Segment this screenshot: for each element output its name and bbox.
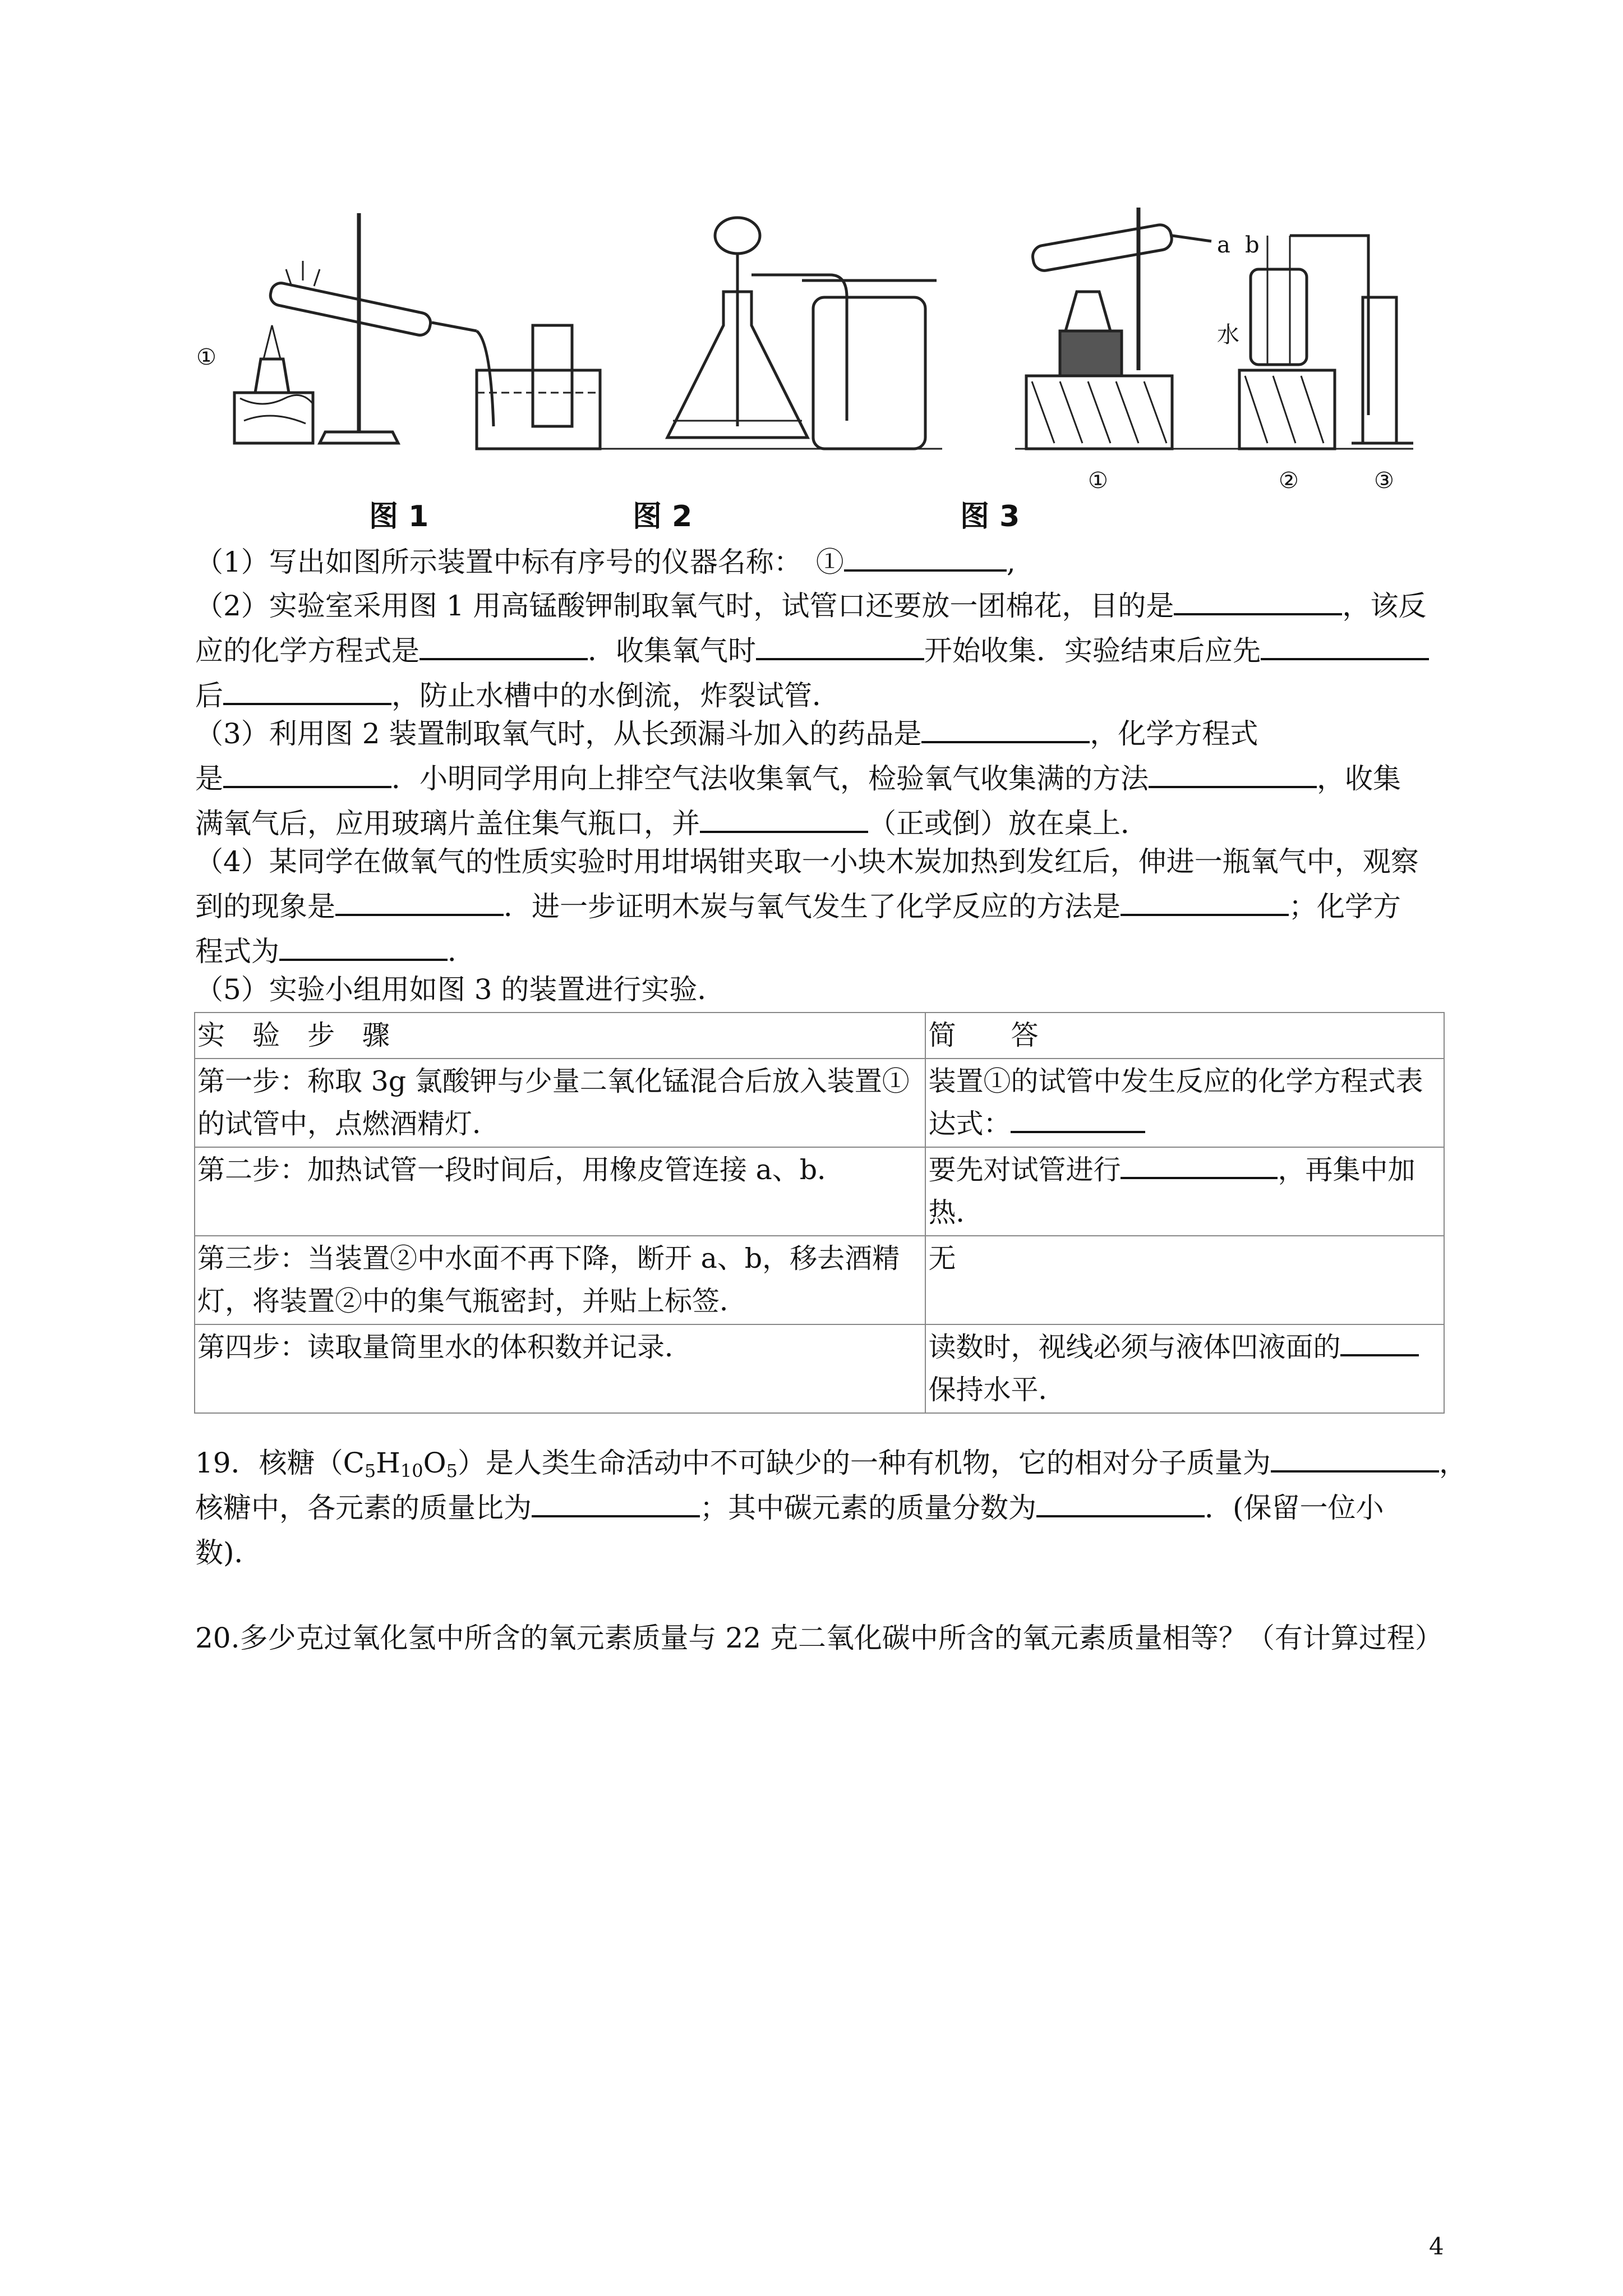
answer-blank[interactable]: [1174, 587, 1342, 615]
answer-1: 装置①的试管中发生反应的化学方程式表达式：: [925, 1059, 1444, 1147]
fig3-marker-1: ①: [1088, 468, 1108, 494]
step-2: 第二步：加热试管一段时间后，用橡皮管连接 a、b．: [195, 1147, 925, 1236]
question-2: （2）实验室采用图 1 用高锰酸钾制取氧气时，试管口还要放一团棉花，目的是 ，该反 应的化学方程式是 ．收集氧气时 开始收集．实验结束后应先 后 ，防止水槽中的水倒流，炸裂试管．: [195, 583, 1449, 718]
fig3-apparatus: [1015, 208, 1413, 449]
answer-4: 读数时，视线必须与液体凹液面的 保持水平．: [925, 1324, 1444, 1413]
fig1-caption: 图 1: [369, 500, 429, 533]
fig1-marker: ①: [196, 344, 216, 370]
question-4: （4）某同学在做氧气的性质实验时用坩埚钳夹取一小块木炭加热到发红后，伸进一瓶氧气中，观察 到的现象是 ．进一步证明木炭与氧气发生了化学反应的方法是 ；化学方 程式为 ．: [195, 845, 1419, 968]
header-steps: 实 验 步 骤: [195, 1013, 925, 1059]
answer-blank[interactable]: [756, 632, 924, 660]
fig3-label-a: a: [1217, 232, 1230, 258]
answer-blank[interactable]: [1036, 1489, 1205, 1517]
answer-blank[interactable]: [419, 632, 588, 660]
table-row: [195, 1059, 1444, 1147]
apparatus-figure: [185, 202, 1394, 550]
answer-blank[interactable]: [1121, 1151, 1278, 1179]
fig3-marker-3: ③: [1374, 468, 1394, 494]
answer-blank[interactable]: [1271, 1444, 1439, 1473]
header-answer: 简 答: [925, 1013, 1444, 1059]
answer-blank[interactable]: [335, 888, 504, 916]
answer-blank[interactable]: [223, 677, 391, 705]
table-row: [195, 1236, 1444, 1324]
question-3: （3）利用图 2 装置制取氧气时，从长颈漏斗加入的药品是 ，化学方程式 是 ．小明同学用向上排空气法收集氧气，检验氧气收集满的方法 ，收集 满氧气后，应用玻璃片盖住集气瓶口，并 （正或倒）放在桌上．: [195, 711, 1449, 846]
fig2-apparatus: [522, 218, 942, 449]
step-3: 第三步：当装置②中水面不再下降，断开 a、b，移去酒精灯，将装置②中的集气瓶密封，并贴上标签．: [195, 1236, 925, 1324]
table-row: [195, 1013, 1444, 1059]
answer-blank[interactable]: [700, 805, 868, 833]
question-19: 19．核糖$(C_5H_{10}O_5)$是人类生命活动中不可缺少的一种有机物，它的相对分子质量为 ， 核糖中，各元素的质量比为 ；其中碳元素的质量分数为 ．(保留一位小 数)．: [195, 1441, 1449, 1575]
fig3-marker-2: ②: [1279, 468, 1299, 494]
question-5: （5）实验小组用如图 3 的装置进行实验．: [195, 973, 726, 1006]
page-number: 4: [1429, 2233, 1444, 2260]
table-row: [195, 1147, 1444, 1236]
fig2-caption: 图 2: [633, 500, 693, 533]
answer-2: 要先对试管进行 ，再集中加热．: [925, 1147, 1444, 1236]
fig1-apparatus: [234, 213, 600, 449]
step-1: 第一步：称取 3g 氯酸钾与少量二氧化锰混合后放入装置①的试管中，点燃酒精灯．: [195, 1059, 925, 1147]
answer-blank[interactable]: [1340, 1328, 1419, 1356]
question-20: 20.多少克过氧化氢中所含的氧元素质量与 22 克二氧化碳中所含的氧元素质量相等？（有计算过程）: [195, 1622, 1443, 1654]
fig3-label-water: 水: [1217, 322, 1239, 348]
answer-blank[interactable]: [921, 715, 1090, 743]
fig3-label-b: b: [1245, 232, 1260, 258]
answer-blank[interactable]: [1149, 760, 1317, 788]
answer-blank[interactable]: [844, 544, 1007, 572]
question-1: （1）写出如图所示装置中标有序号的仪器名称： ① ,: [195, 540, 1449, 585]
answer-blank[interactable]: [223, 760, 391, 788]
step-4: 第四步：读取量筒里水的体积数并记录．: [195, 1324, 925, 1413]
answer-blank[interactable]: [532, 1489, 700, 1517]
answer-3: 无: [925, 1236, 1444, 1324]
table-row: [195, 1324, 1444, 1413]
experiment-table: [194, 1012, 1445, 1414]
answer-blank[interactable]: [1011, 1105, 1145, 1133]
fig3-caption: 图 3: [960, 500, 1020, 533]
answer-blank[interactable]: [1261, 632, 1429, 660]
answer-blank[interactable]: [279, 933, 448, 961]
answer-blank[interactable]: [1121, 888, 1289, 916]
